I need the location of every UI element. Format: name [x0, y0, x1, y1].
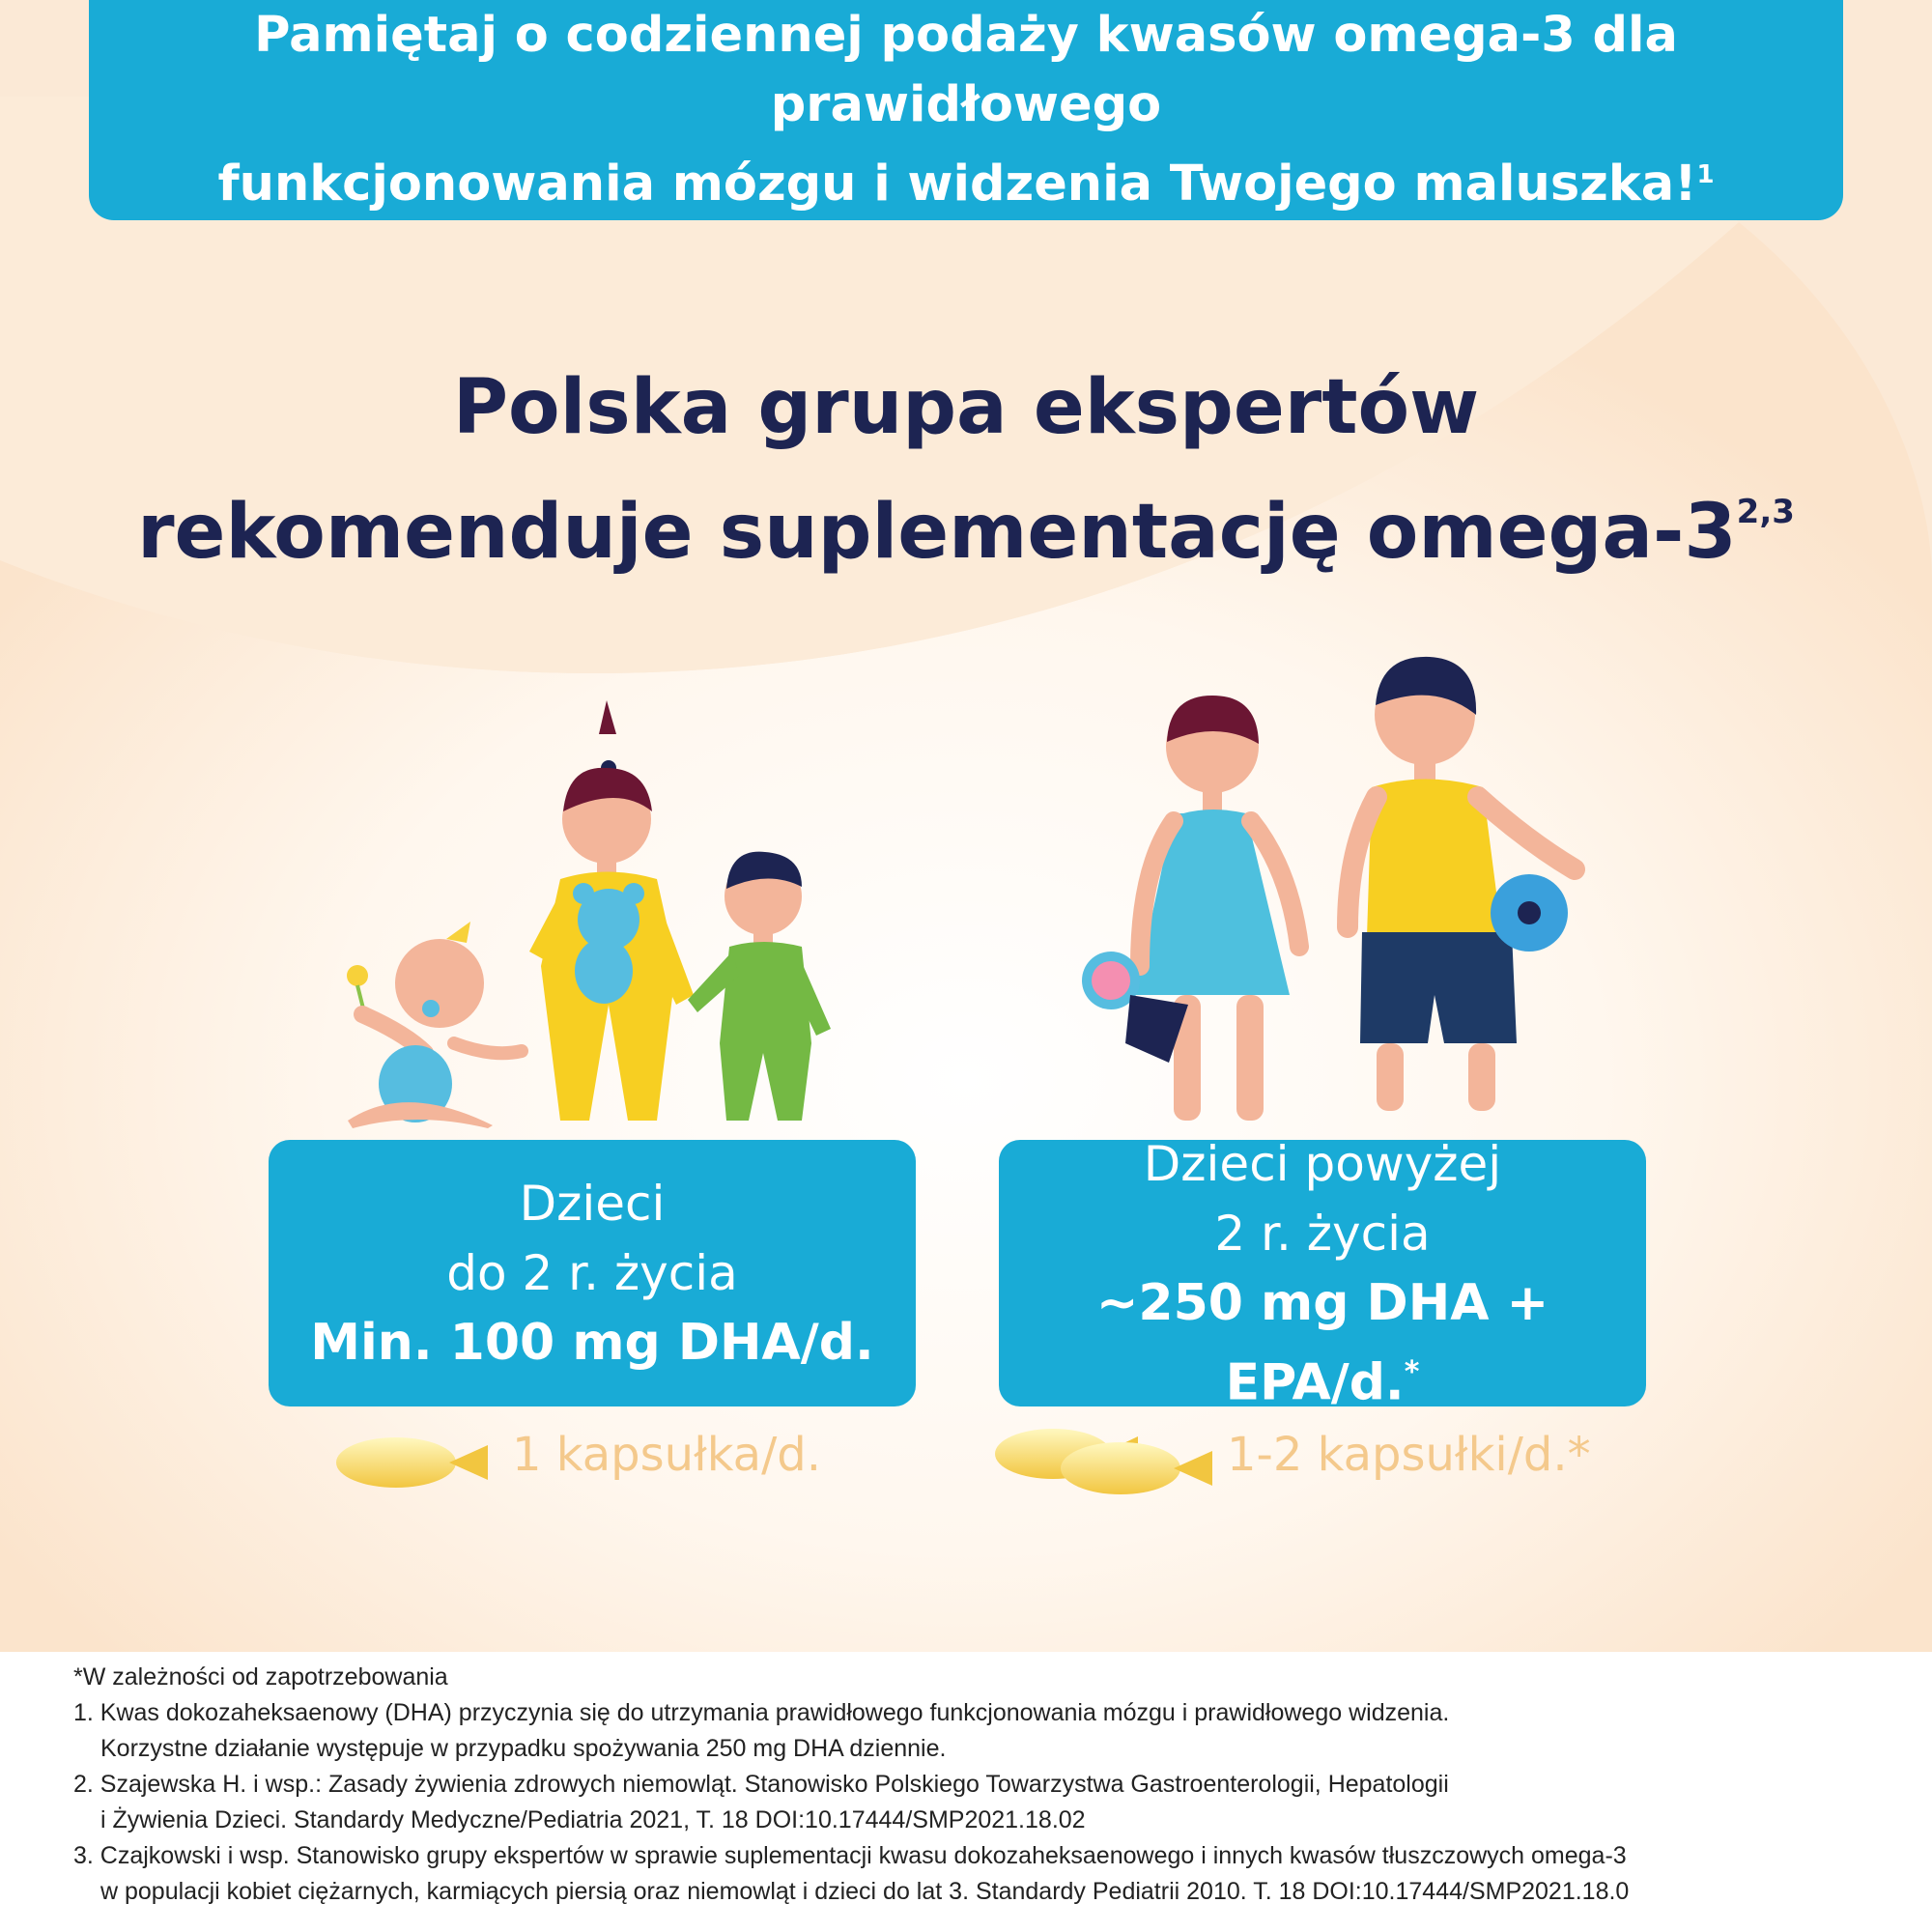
box-left-line-2: do 2 r. życia	[446, 1245, 738, 1301]
footnote-asterisk: *W zależności od zapotrzebowania	[73, 1663, 448, 1690]
box-left-line-1: Dzieci	[519, 1176, 666, 1232]
capsule-dose-right: 1-2 kapsułki/d.*	[1227, 1428, 1591, 1482]
footnotes	[73, 1660, 1889, 1910]
heading-line-2: rekomenduje suplementację omega-3$^{2,3}$	[137, 489, 1795, 576]
box-right-asterisk: *	[1404, 1354, 1420, 1389]
capsule-dose-left: 1 kapsułka/d.	[512, 1428, 821, 1482]
box-right-line-1: Dzieci powyżej	[1143, 1135, 1502, 1192]
box-right-line-2: 2 r. życia	[1214, 1205, 1431, 1262]
banner-line-1: Pamiętaj o codziennej podaży kwasów omega-3 dla prawidłowego	[254, 7, 1678, 133]
capsule-icon	[1061, 1442, 1212, 1494]
banner-footnote-ref: 1	[1696, 160, 1715, 189]
footnote-2: 2. Szajewska H. i wsp.: Zasady żywienia zdrowych niemowląt. Stanowisko Polskiego Towarzystwa Gastroenterologii, Hepatologii i Żywienia Dzieci. Standardy Medyczne/Pediatria 2021, T. 18 DOI:10.17444/SMP2021.18.02	[73, 1771, 1449, 1833]
heading-line-1: Polska grupa ekspertów	[452, 364, 1480, 451]
footnote-3: 3. Czajkowski i wsp. Stanowisko grupy ekspertów w sprawie suplementacji kwasu dokozaheksaenowego i innych kwasów tłuszczowych omega-3 w populacji kobiet ciężarnych, karmiących piersią oraz niemowląt i dzieci do lat 3. Standardy Pediatrii 2010. T. 18 DOI:10.17444/SMP2021.18.0	[73, 1842, 1630, 1905]
box-right-dose: ~250 mg DHA + EPA/d.*	[1095, 1273, 1549, 1412]
banner-line-2: funkcjonowania mózgu i widzenia Twojego maluszka!$^1$	[217, 156, 1715, 213]
capsule-icon	[336, 1437, 488, 1488]
box-left-dose: Min. 100 mg DHA/d.	[310, 1314, 874, 1372]
footnote-1: 1. Kwas dokozaheksaenowy (DHA) przyczynia się do utrzymania prawidłowego funkcjonowania mózgu i prawidłowego widzenia. Korzystne działanie występuje w przypadku spożywania 250 mg DHA dziennie.	[73, 1699, 1450, 1762]
heading-footnote-ref: 2,3	[1736, 493, 1795, 531]
